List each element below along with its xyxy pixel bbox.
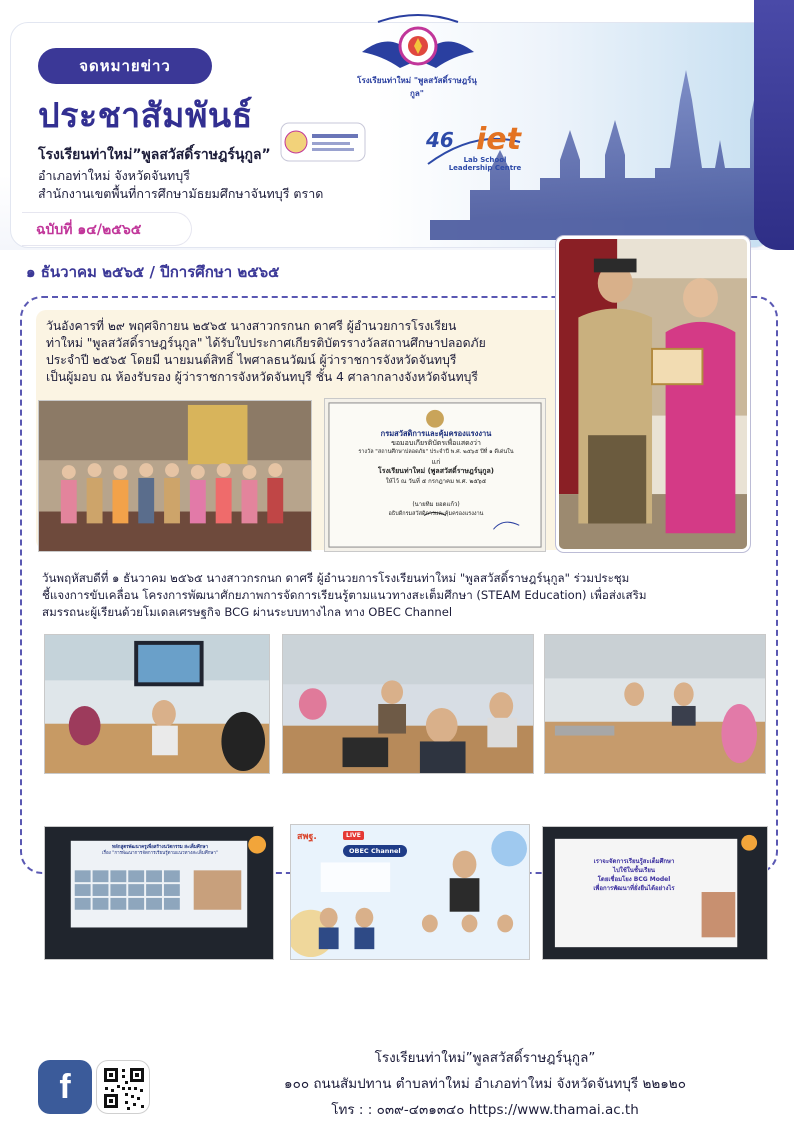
certificate-line: ขอมอบเกียรติบัตรเพื่อแสดงว่า xyxy=(391,438,481,447)
footer-address: ๑๐๐ ถนนสัมปทาน ตำบลท่าใหม่ อำเภอท่าใหม่ จังหวัดจันทบุรี ๒๒๑๒๐ xyxy=(284,1076,686,1092)
quality-school-award-logo xyxy=(280,122,366,162)
paragraph-1-line: ประจำปี ๒๕๖๕ โดยมี นายมนต์สิทธิ์ ไพศาลธนวัฒน์ ผู้ว่าราชการจังหวัดจันทบุรี xyxy=(46,353,457,367)
paragraph-1-line: วันอังคารที่ ๒๙ พฤศจิกายน ๒๕๖๕ นางสาวกรกนก ดาศรี ผู้อำนวยการโรงเรียน xyxy=(46,319,457,333)
paragraph-2-line: สมรรถนะผู้เรียนด้วยโมเดลเศรษฐกิจ BCG ผ่านระบบทางไกล ทาง OBEC Channel xyxy=(42,605,453,619)
facebook-icon[interactable] xyxy=(38,1060,92,1114)
issue-date: ๑ ธันวาคม ๒๕๖๕ / ปีการศึกษา ๒๕๖๕ xyxy=(26,263,280,281)
certificate-signer: (นายทิม ยอดแก้ว) xyxy=(412,501,460,508)
iet-number: 46 xyxy=(426,128,454,152)
screen-3-line: โดยเชื่อมโยง BCG Model xyxy=(597,876,671,883)
screen-3-line: เราจะจัดการเรียนรู้สะเต็มศึกษา xyxy=(593,858,675,865)
qr-code-graphic xyxy=(97,1061,151,1115)
poster-background xyxy=(291,825,529,959)
meeting-photo-2 xyxy=(282,634,534,774)
paragraph-1-line: ท่าใหม่ "พูลสวัสดิ์ราษฎร์นุกูล" ได้รับใบประกาศเกียรติบัตรรางวัลสถานศึกษาปลอดภัย xyxy=(46,336,486,350)
newsletter-label: จดหมายข่าว xyxy=(38,48,212,84)
screen-3-line: เพื่อการพัฒนาที่ยั่งยืนได้อย่างไร xyxy=(593,885,675,892)
certificate-signer-title: อธิบดีกรมสวัสดิการและคุ้มครองแรงงาน xyxy=(388,510,484,517)
certificate-line: แก่ xyxy=(431,457,441,466)
screen-3-line: ไปใช้ในชั้นเรียน xyxy=(613,867,655,874)
paragraph-2-line: ชี้แจงการขับเคลื่อน โครงการพัฒนาศักยภาพการจัดการเรียนรู้ตามแนวทางสะเต็มศึกษา (STEAM Education) เพื่อส่งเสริม xyxy=(42,588,647,602)
poster-live-badge: LIVE xyxy=(343,831,364,840)
certificate-org: กรมสวัสดิการและคุ้มครองแรงงาน xyxy=(380,429,492,438)
online-meeting-screen-3 xyxy=(542,826,768,960)
certificate-line: โรงเรียนท่าใหม่ (พูลสวัสดิ์ราษฎร์นุกูล) xyxy=(377,467,494,475)
iet-caption-line1: Lab School xyxy=(463,156,507,164)
iet-caption-line2: Leadership Centre xyxy=(448,164,522,172)
award-handover-photo xyxy=(556,236,750,552)
iet-caption xyxy=(440,156,530,172)
certificate-line: ให้ไว้ ณ วันที่ ๕ กรกฎาคม พ.ศ. ๒๕๖๕ xyxy=(385,477,487,485)
poster-brand: สพฐ. xyxy=(297,832,317,842)
issue-number: ฉบับที่ ๑๔/๒๕๖๕ xyxy=(22,212,192,246)
screen-1-title: หลักสูตรพัฒนาครูเพื่อสร้างนวัตกรรม สะเต็มศึกษา xyxy=(112,845,208,850)
certificate-line: รางวัล "สถานศึกษาปลอดภัย" ประจำปี พ.ศ. ๒๕๖๕ ปีที่ ๑ ดีเด่นใน xyxy=(358,449,514,455)
school-name: โรงเรียนท่าใหม่”พูลสวัสดิ์ราษฎร์นุกูล” xyxy=(38,147,271,163)
footer-school-name: โรงเรียนท่าใหม่”พูลสวัสดิ์ราษฎร์นุกูล” xyxy=(374,1050,596,1066)
news-paragraph-2 xyxy=(42,570,772,621)
screen-1-subtitle: เรื่อง "การพัฒนาการจัดการเรียนรู้ตามแนวทางสะเต็มศึกษา" xyxy=(102,851,218,856)
qr-code-icon[interactable] xyxy=(96,1060,150,1114)
poster-channel: OBEC Channel xyxy=(343,845,407,857)
iet-wordmark: iet xyxy=(476,122,521,157)
district-line: อำเภอท่าใหม่ จังหวัดจันทบุรี xyxy=(38,168,190,183)
paragraph-2-line: วันพฤหัสบดีที่ ๑ ธันวาคม ๒๕๖๕ นางสาวกรกนก ดาศรี ผู้อำนวยการโรงเรียนท่าใหม่ "พูลสวัสดิ์ราษฎร์นุกูล" ร่วมประชุม xyxy=(42,571,630,585)
safety-certificate xyxy=(324,398,546,552)
paragraph-1-line: เป็นผู้มอบ ณ ห้องรับรอง ผู้ว่าราชการจังหวัดจันทบุรี ชั้น 4 ศาลากลางจังหวัดจันทบุรี xyxy=(46,370,478,384)
online-meeting-screen-1 xyxy=(44,826,274,960)
obec-channel-poster xyxy=(290,824,530,960)
group-photo xyxy=(38,400,312,552)
screen-3-background xyxy=(543,827,767,959)
page-title: ประชาสัมพันธ์ xyxy=(38,96,253,136)
header-side-accent xyxy=(754,0,794,250)
office-line: สำนักงานเขตพื้นที่การศึกษามัธยมศึกษาจันทบุรี ตราด xyxy=(38,186,324,201)
news-paragraph-1 xyxy=(46,318,566,386)
meeting-photo-3 xyxy=(544,634,766,774)
meeting-photo-1 xyxy=(44,634,270,774)
crest-caption: โรงเรียนท่าใหม่ "พูลสวัสดิ์ราษฎร์นุกูล" xyxy=(357,76,477,98)
footer-contact: โทร : : ๐๓๙-๔๓๑๓๔๐ https://www.thamai.ac.th xyxy=(331,1102,639,1118)
facebook-letter: f xyxy=(59,1068,71,1106)
